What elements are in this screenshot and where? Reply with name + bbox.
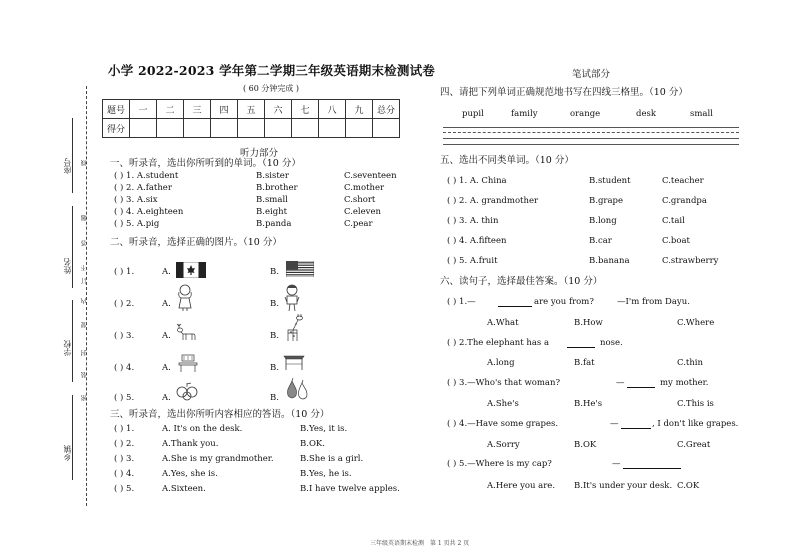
score-head-1: 一 bbox=[130, 100, 157, 119]
exam-title: 小学 2022-2023 学年第二学期三年级英语期末检测试卷 bbox=[108, 63, 435, 78]
q3-item-2-a: A.Thank you. bbox=[162, 439, 219, 449]
q6-item-1-prefix: ( ) 1.— bbox=[447, 297, 476, 307]
q5-item-4: ( ) 4. A.fifteen bbox=[447, 236, 507, 246]
seal-char-5: 订 bbox=[81, 278, 88, 284]
seat-underline bbox=[72, 118, 73, 193]
q2-item-2: ( ) 2. bbox=[114, 299, 135, 309]
q1-item-2-b: B.brother bbox=[256, 183, 298, 193]
girl-icon bbox=[175, 283, 195, 311]
q1-item-5: ( ) 5. A.pig bbox=[114, 219, 160, 229]
q5-item-2-c: C.grandpa bbox=[662, 196, 707, 206]
q2-item-3-a: A. bbox=[162, 331, 171, 341]
q3-item-4-a: A.Yes, she is. bbox=[162, 469, 218, 479]
q3-item-3: ( ) 3. bbox=[114, 454, 135, 464]
q6-item-3-blank[interactable] bbox=[627, 378, 655, 388]
q6-item-1-mid: are you from? bbox=[534, 297, 594, 307]
q5-item-2-b: B.grape bbox=[589, 196, 623, 206]
q1-item-1: ( ) 1. A.student bbox=[114, 171, 179, 181]
q2-item-5-a: A. bbox=[162, 393, 171, 403]
q6-item-3-prefix: ( ) 3.—Who's that woman? bbox=[447, 378, 561, 388]
q6-item-1-c: C.Where bbox=[677, 318, 715, 328]
q6-item-2-prefix: ( ) 2.The elephant has a bbox=[447, 338, 550, 348]
name-label: 姓名 bbox=[63, 258, 72, 274]
q3-item-5-b: B.I have twelve apples. bbox=[300, 484, 400, 494]
q6-item-4-b: B.OK bbox=[574, 440, 597, 450]
score-head-10: 总分 bbox=[373, 100, 400, 119]
q3-item-2-b: B.OK. bbox=[300, 439, 325, 449]
q6-item-3-c: C.This is bbox=[677, 399, 714, 409]
four-line-grid[interactable] bbox=[443, 127, 739, 149]
q2-item-1-b: B. bbox=[270, 267, 279, 277]
score-head-4: 四 bbox=[211, 100, 238, 119]
q1-item-5-c: C.pear bbox=[344, 219, 373, 229]
name-underline bbox=[72, 206, 73, 288]
page-footer: 三年级英语期末检测 第 1 页共 2 页 bbox=[370, 540, 470, 547]
q5-item-2: ( ) 2. A. grandmother bbox=[447, 196, 539, 206]
q5-item-1-b: B.student bbox=[589, 176, 631, 186]
q5-item-3-b: B.long bbox=[589, 216, 617, 226]
q6-item-5-b: B.It's under your desk. bbox=[574, 481, 673, 491]
q3-item-1-b: B.Yes, it is. bbox=[300, 424, 348, 434]
grapes-icon bbox=[174, 382, 202, 402]
score-head-0: 题号 bbox=[103, 100, 130, 119]
q2-item-5: ( ) 5. bbox=[114, 393, 135, 403]
q1-item-2: ( ) 2. A.father bbox=[114, 183, 172, 193]
score-head-5: 五 bbox=[238, 100, 265, 119]
score-cell[interactable] bbox=[130, 119, 157, 138]
q6-item-5-prefix: ( ) 5.—Where is my cap? bbox=[447, 459, 552, 469]
q1-item-3-c: C.short bbox=[344, 195, 376, 205]
q5-item-1-c: C.teacher bbox=[662, 176, 704, 186]
q6-item-1-a: A.What bbox=[487, 318, 519, 328]
q6-item-1-suffix: —I'm from Dayu. bbox=[617, 297, 690, 307]
q1-item-4: ( ) 4. A.eighteen bbox=[114, 207, 184, 217]
giraffe-icon bbox=[284, 312, 306, 342]
q6-item-4-suffix: , I don't like grapes. bbox=[652, 419, 739, 429]
q4-title: 四、请把下列单词正确规范地书写在四线三格里。（10 分） bbox=[440, 87, 688, 98]
score-head-7: 七 bbox=[292, 100, 319, 119]
q1-item-1-b: B.sister bbox=[256, 171, 289, 181]
q1-item-1-c: C.seventeen bbox=[344, 171, 397, 181]
q2-item-4-a: A. bbox=[162, 363, 171, 373]
q6-title: 六、读句子，选择最佳答案。（10 分） bbox=[440, 276, 603, 287]
seat-label: 座号 bbox=[63, 158, 72, 174]
q6-item-5-c: C.OK bbox=[677, 481, 700, 491]
town-label: 乡镇 bbox=[63, 445, 72, 461]
q5-title: 五、选出不同类单词。（10 分） bbox=[440, 155, 574, 166]
q2-item-5-b: B. bbox=[270, 393, 279, 403]
q6-item-1-b: B.How bbox=[574, 318, 603, 328]
q2-item-2-a: A. bbox=[162, 299, 171, 309]
writing-section-header: 笔试部分 bbox=[572, 69, 611, 80]
q5-item-4-b: B.car bbox=[589, 236, 612, 246]
q4-word-3: orange bbox=[570, 109, 601, 119]
q6-item-4-blank[interactable] bbox=[621, 419, 651, 429]
exam-duration: ( 60 分钟完成 ) bbox=[243, 84, 300, 93]
q6-item-4-a: A.Sorry bbox=[487, 440, 520, 450]
score-cell[interactable] bbox=[346, 119, 373, 138]
q6-item-4-c: C.Great bbox=[677, 440, 711, 450]
q6-item-1-blank[interactable] bbox=[498, 297, 532, 307]
q1-item-4-c: C.eleven bbox=[344, 207, 381, 217]
q2-item-4: ( ) 4. bbox=[114, 363, 135, 373]
binding-dashed-line bbox=[86, 86, 87, 506]
q5-item-3-c: C.tail bbox=[662, 216, 685, 226]
q1-item-4-b: B.eight bbox=[256, 207, 288, 217]
q5-item-3: ( ) 3. A. thin bbox=[447, 216, 499, 226]
q5-item-5: ( ) 5. A.fruit bbox=[447, 256, 498, 266]
q6-item-2-b: B.fat bbox=[574, 358, 595, 368]
score-cell[interactable] bbox=[157, 119, 184, 138]
q6-item-2-c: C.thin bbox=[677, 358, 703, 368]
seal-char-1: 线 bbox=[81, 160, 88, 166]
q2-item-1: ( ) 1. bbox=[114, 267, 135, 277]
q3-title: 三、听录音，选出你所听内容相应的答语。（10 分） bbox=[110, 409, 330, 420]
score-head-9: 九 bbox=[346, 100, 373, 119]
score-cell[interactable] bbox=[292, 119, 319, 138]
boy-icon bbox=[282, 283, 302, 311]
q2-item-2-b: B. bbox=[270, 299, 279, 309]
score-cell[interactable] bbox=[265, 119, 292, 138]
q4-word-1: pupil bbox=[462, 109, 484, 119]
seal-char-2: 题 bbox=[81, 215, 88, 221]
q3-item-1: ( ) 1. bbox=[114, 424, 135, 434]
q6-item-4-dash: — bbox=[610, 419, 619, 429]
q3-item-4: ( ) 4. bbox=[114, 469, 135, 479]
q5-item-5-b: B.banana bbox=[589, 256, 630, 266]
q3-item-2: ( ) 2. bbox=[114, 439, 135, 449]
q1-item-3-b: B.small bbox=[256, 195, 288, 205]
seal-char-8: 封 bbox=[81, 350, 88, 356]
score-head-6: 六 bbox=[265, 100, 292, 119]
q3-item-3-a: A.She is my grandmother. bbox=[162, 454, 274, 464]
score-head-8: 八 bbox=[319, 100, 346, 119]
score-cell[interactable] bbox=[211, 119, 238, 138]
q5-item-4-c: C.boat bbox=[662, 236, 690, 246]
listening-section-header: 听力部分 bbox=[240, 148, 279, 159]
q6-item-5-dash: — bbox=[612, 459, 621, 469]
seal-char-6: 内 bbox=[81, 298, 88, 304]
q6-item-3-b: B.He's bbox=[574, 399, 603, 409]
score-cell[interactable] bbox=[319, 119, 346, 138]
q6-item-2-mid: nose. bbox=[600, 338, 623, 348]
q6-item-3-dash: — bbox=[616, 378, 625, 388]
q5-item-5-c: C.strawberry bbox=[662, 256, 719, 266]
q1-item-3: ( ) 3. A.six bbox=[114, 195, 158, 205]
seal-char-9: 装 bbox=[81, 372, 88, 378]
seal-char-4: 不 bbox=[81, 265, 88, 271]
q2-title: 二、听录音，选择正确的图片。（10 分） bbox=[110, 237, 282, 248]
q5-item-1: ( ) 1. A. China bbox=[447, 176, 507, 186]
score-cell[interactable] bbox=[238, 119, 265, 138]
q4-word-4: desk bbox=[636, 109, 656, 119]
school-underline bbox=[72, 300, 73, 382]
q6-item-3-a: A.She's bbox=[487, 399, 519, 409]
score-cell[interactable] bbox=[184, 119, 211, 138]
school-label: 学校 bbox=[63, 340, 72, 356]
q3-item-3-b: B.She is a girl. bbox=[300, 454, 364, 464]
q3-item-5: ( ) 5. bbox=[114, 484, 135, 494]
q6-item-5-a: A.Here you are. bbox=[487, 481, 556, 491]
q3-item-4-b: B.Yes, he is. bbox=[300, 469, 352, 479]
q4-word-2: family bbox=[511, 109, 538, 119]
q2-item-3-b: B. bbox=[270, 331, 279, 341]
q6-item-3-suffix: my mother. bbox=[660, 378, 709, 388]
q6-item-2-blank[interactable] bbox=[567, 338, 595, 348]
score-table bbox=[102, 99, 400, 138]
usa-flag-icon bbox=[286, 261, 314, 277]
q6-item-2-a: A.long bbox=[487, 358, 515, 368]
score-row-label: 得分 bbox=[103, 119, 130, 138]
score-head-2: 二 bbox=[157, 100, 184, 119]
q6-item-4-prefix: ( ) 4.—Have some grapes. bbox=[447, 419, 559, 429]
seal-char-7: 要 bbox=[81, 322, 88, 328]
q2-item-4-b: B. bbox=[270, 363, 279, 373]
q6-item-5-blank[interactable] bbox=[623, 459, 681, 469]
q3-item-1-a: A. It's on the desk. bbox=[162, 424, 243, 434]
q4-word-5: small bbox=[690, 109, 713, 119]
q3-item-5-a: A.Sixteen. bbox=[162, 484, 206, 494]
q2-item-1-a: A. bbox=[162, 267, 171, 277]
seal-char-3: 答 bbox=[81, 240, 88, 246]
deer-icon bbox=[175, 322, 199, 342]
q1-item-2-c: C.mother bbox=[344, 183, 385, 193]
q1-title: 一、听录音，选出你所听到的单词。（10 分） bbox=[110, 158, 301, 169]
desk-icon bbox=[282, 352, 306, 372]
seal-char-10: 密 bbox=[81, 395, 88, 401]
q2-item-3: ( ) 3. bbox=[114, 331, 135, 341]
score-head-3: 三 bbox=[184, 100, 211, 119]
q1-item-5-b: B.panda bbox=[256, 219, 292, 229]
town-underline bbox=[72, 395, 73, 480]
pears-icon bbox=[284, 377, 310, 401]
canada-flag-icon bbox=[176, 262, 206, 278]
chair-icon bbox=[176, 353, 200, 373]
score-cell[interactable] bbox=[373, 119, 400, 138]
